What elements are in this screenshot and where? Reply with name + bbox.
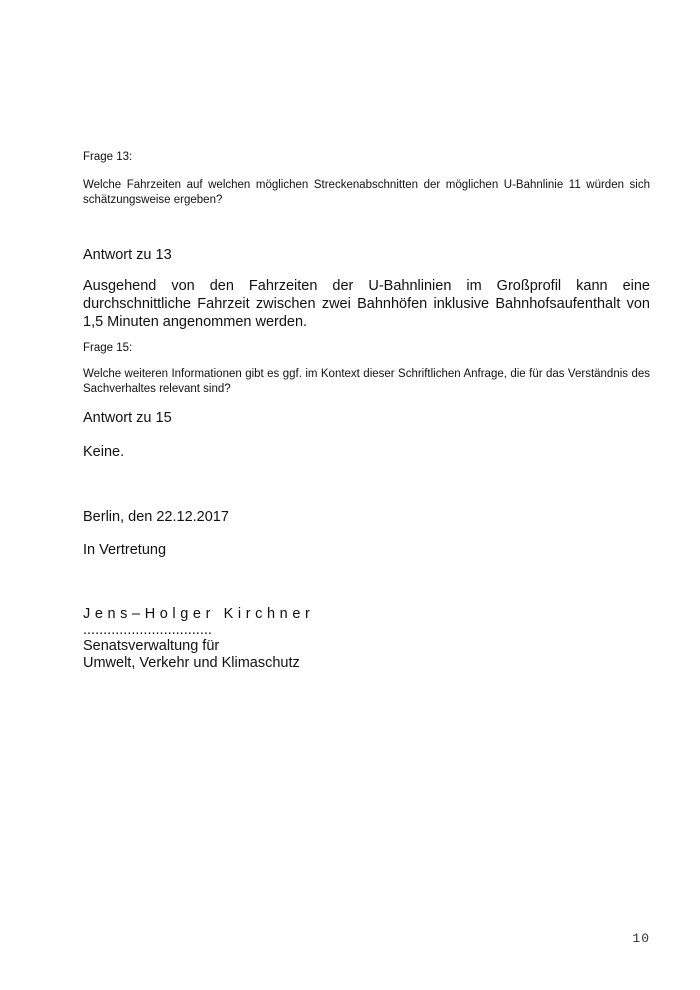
signatory-name: Jens–Holger Kirchner	[83, 606, 315, 622]
question-15-text: Welche weiteren Informationen gibt es ggf. im Kontext dieser Schriftlichen Anfrage, die für das Verständnis des Sachverhaltes relevant sind?	[83, 368, 650, 395]
question-13-label: Frage 13:	[83, 151, 133, 163]
answer-15-label: Antwort zu 15	[83, 410, 172, 426]
department-line-2: Umwelt, Verkehr und Klimaschutz	[83, 655, 300, 671]
department-line-1: Senatsverwaltung für	[83, 638, 220, 654]
answer-15-text: Keine.	[83, 444, 125, 460]
place-date: Berlin, den 22.12.2017	[83, 509, 229, 525]
page-number: 10	[632, 931, 650, 946]
signature-dots: ................................	[83, 622, 212, 638]
deputy-note: In Vertretung	[83, 542, 167, 558]
question-13-text: Welche Fahrzeiten auf welchen möglichen Streckenabschnitten der möglichen U-Bahnlinie 11 würden sich schätzungsweise ergeben?	[83, 179, 650, 206]
answer-13-text: Ausgehend von den Fahrzeiten der U-Bahnlinien im Großprofil kann eine durchschnittliche Fahrzeit zwischen zwei Bahnhöfen inklusive Bahnhofsaufenthalt von 1,5 Minuten angenommen werden.	[83, 278, 650, 330]
question-15-label: Frage 15:	[83, 342, 133, 354]
answer-13-label: Antwort zu 13	[83, 247, 172, 263]
